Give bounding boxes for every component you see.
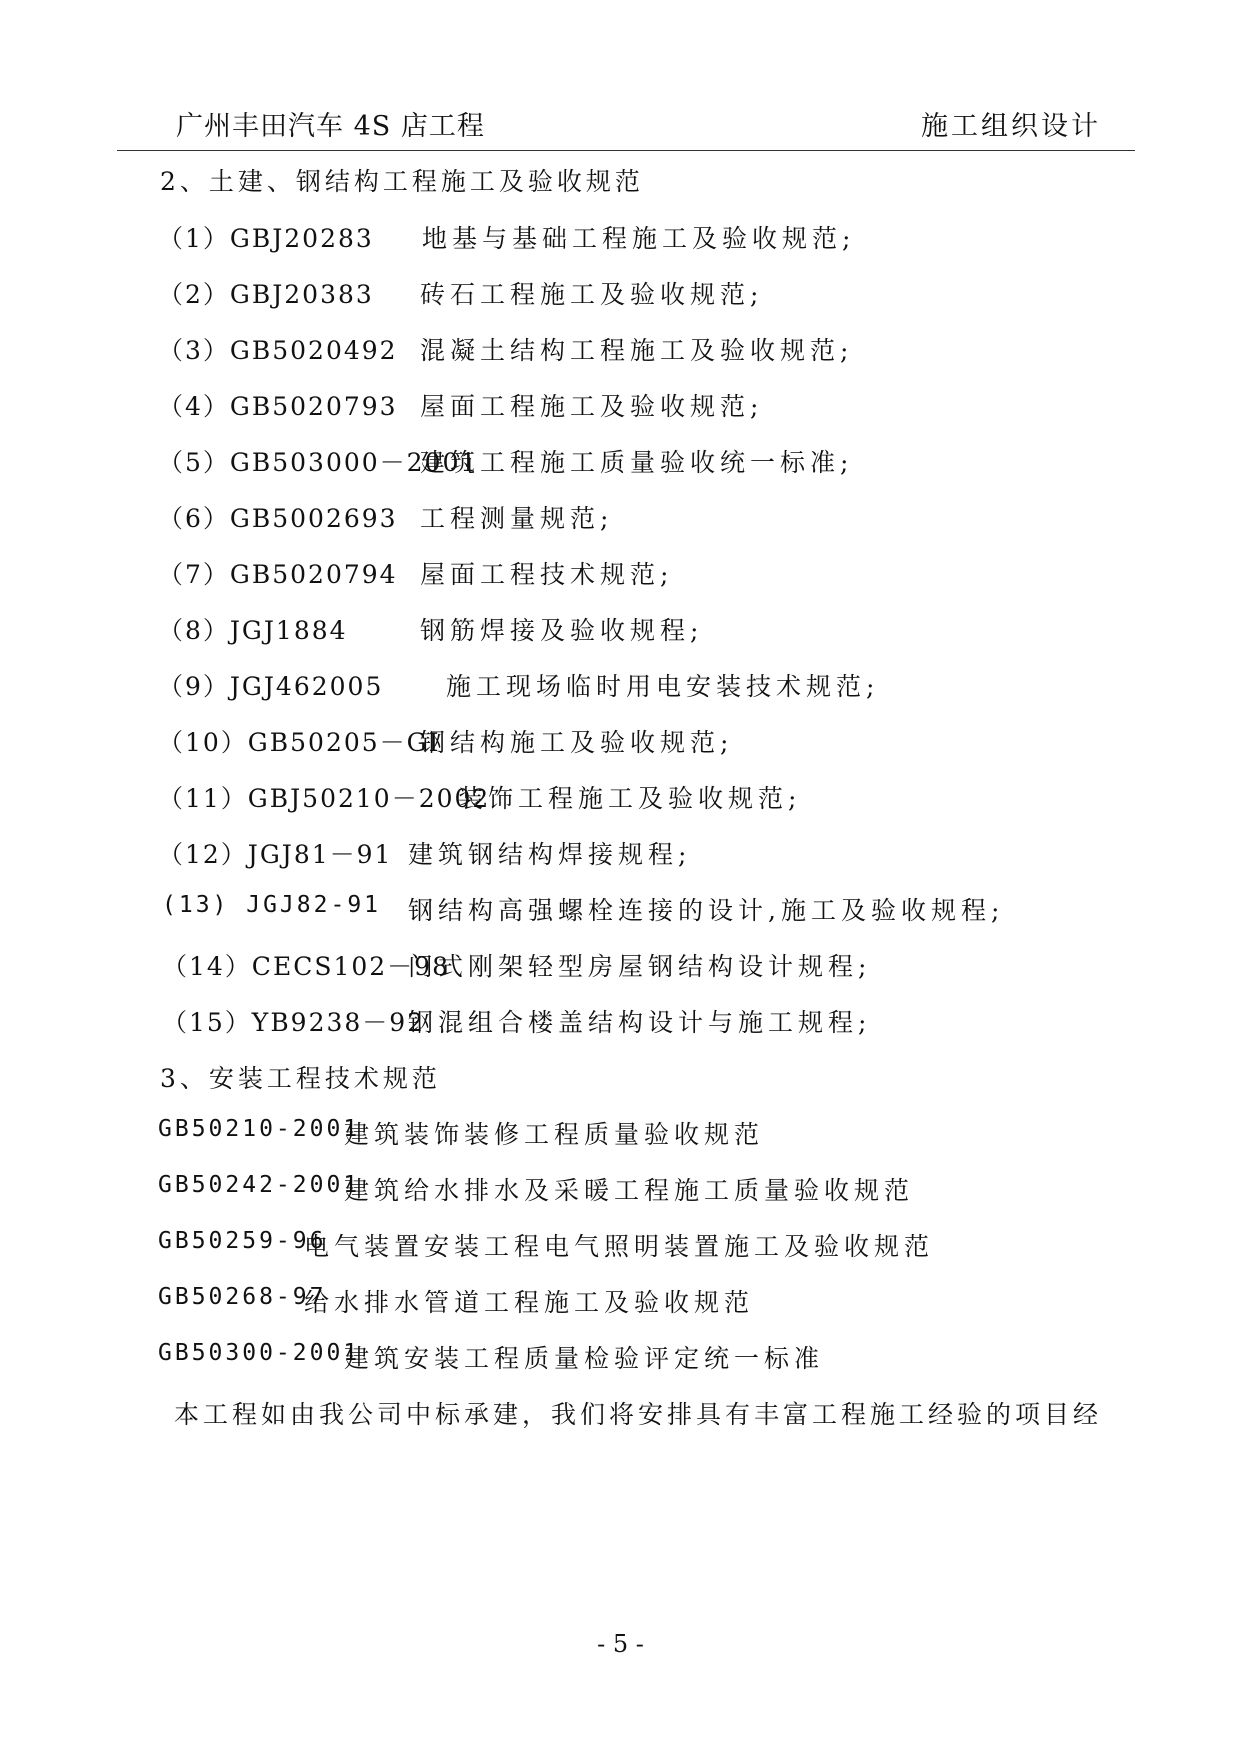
standard-code: （1）GBJ20283	[158, 224, 374, 253]
standard-desc: 建筑钢结构焊接规程;	[408, 840, 692, 869]
standard-desc: 给水排水管道工程施工及验收规范	[304, 1288, 755, 1317]
standard-code: GB50259-96	[158, 1228, 327, 1254]
header-left-title: 广州丰田汽车 4S 店工程	[176, 111, 485, 142]
header-divider	[117, 150, 1135, 151]
standard-code: （5）GB503000－2001	[158, 448, 479, 477]
standard-code: （8）JGJ1884	[158, 616, 348, 645]
standard-desc: 钢筋焊接及验收规程;	[420, 616, 704, 645]
standard-desc: 工程测量规范;	[420, 504, 614, 533]
standard-desc: 屋面工程技术规范;	[420, 560, 674, 589]
standard-code: （7）GB5020794	[158, 560, 398, 589]
standard-code: （3）GB5020492	[158, 336, 398, 365]
standard-desc: 砖石工程施工及验收规范;	[420, 280, 764, 309]
standard-code: （9）JGJ462005	[158, 672, 384, 701]
section2-title: 2、土建、钢结构工程施工及验收规范	[160, 167, 644, 196]
standard-code: （6）GB5002693	[158, 504, 398, 533]
standard-desc: 建筑安装工程质量检验评定统一标准	[344, 1344, 825, 1373]
standard-code: （10）GB50205－GI	[158, 728, 441, 757]
standard-desc: 钢结构施工及验收规范;	[420, 728, 734, 757]
standard-desc: 混凝土结构工程施工及验收规范;	[420, 336, 854, 365]
standard-code: GB50242-2001	[158, 1172, 361, 1198]
standard-code: （2）GBJ20383	[158, 280, 374, 309]
standard-code: (13) JGJ82-91	[162, 892, 382, 918]
header-right-title: 施工组织设计	[921, 111, 1101, 142]
standard-desc: 屋面工程施工及验收规范;	[420, 392, 764, 421]
page-number: - 5 -	[597, 1630, 644, 1658]
standard-desc: 建筑装饰装修工程质量验收规范	[344, 1120, 765, 1149]
standard-desc: 电气装置安装工程电气照明装置施工及验收规范	[304, 1232, 935, 1261]
standard-code: GB50268-97	[158, 1284, 327, 1310]
standard-code: GB50300-2001	[158, 1340, 361, 1366]
standard-desc: 钢结构高强螺栓连接的设计,施工及验收规程;	[408, 896, 1005, 925]
standard-desc: 装饰工程施工及验收规范;	[458, 784, 802, 813]
standard-desc: 地基与基础工程施工及验收规范;	[422, 224, 856, 253]
standard-code: （11）GBJ50210－2002	[158, 784, 491, 813]
standard-code: GB50210-2001	[158, 1116, 361, 1142]
standard-code: （4）GB5020793	[158, 392, 398, 421]
standard-desc: 建筑给水排水及采暖工程施工质量验收规范	[344, 1176, 915, 1205]
standard-desc: 门式刚架轻型房屋钢结构设计规程;	[408, 952, 872, 981]
body-paragraph: 本工程如由我公司中标承建，我们将安排具有丰富工程施工经验的项目经	[174, 1400, 1103, 1429]
standard-desc: 建筑工程施工质量验收统一标准;	[420, 448, 854, 477]
standard-code: （12）JGJ81－91	[158, 840, 393, 869]
standard-desc: 施工现场临时用电安装技术规范;	[446, 672, 880, 701]
section3-title: 3、安装工程技术规范	[160, 1064, 441, 1093]
standard-code: （15）YB9238－92	[162, 1008, 426, 1037]
standard-desc: 钢混组合楼盖结构设计与施工规程;	[408, 1008, 872, 1037]
standard-code: （14）CECS102－98	[162, 952, 450, 981]
